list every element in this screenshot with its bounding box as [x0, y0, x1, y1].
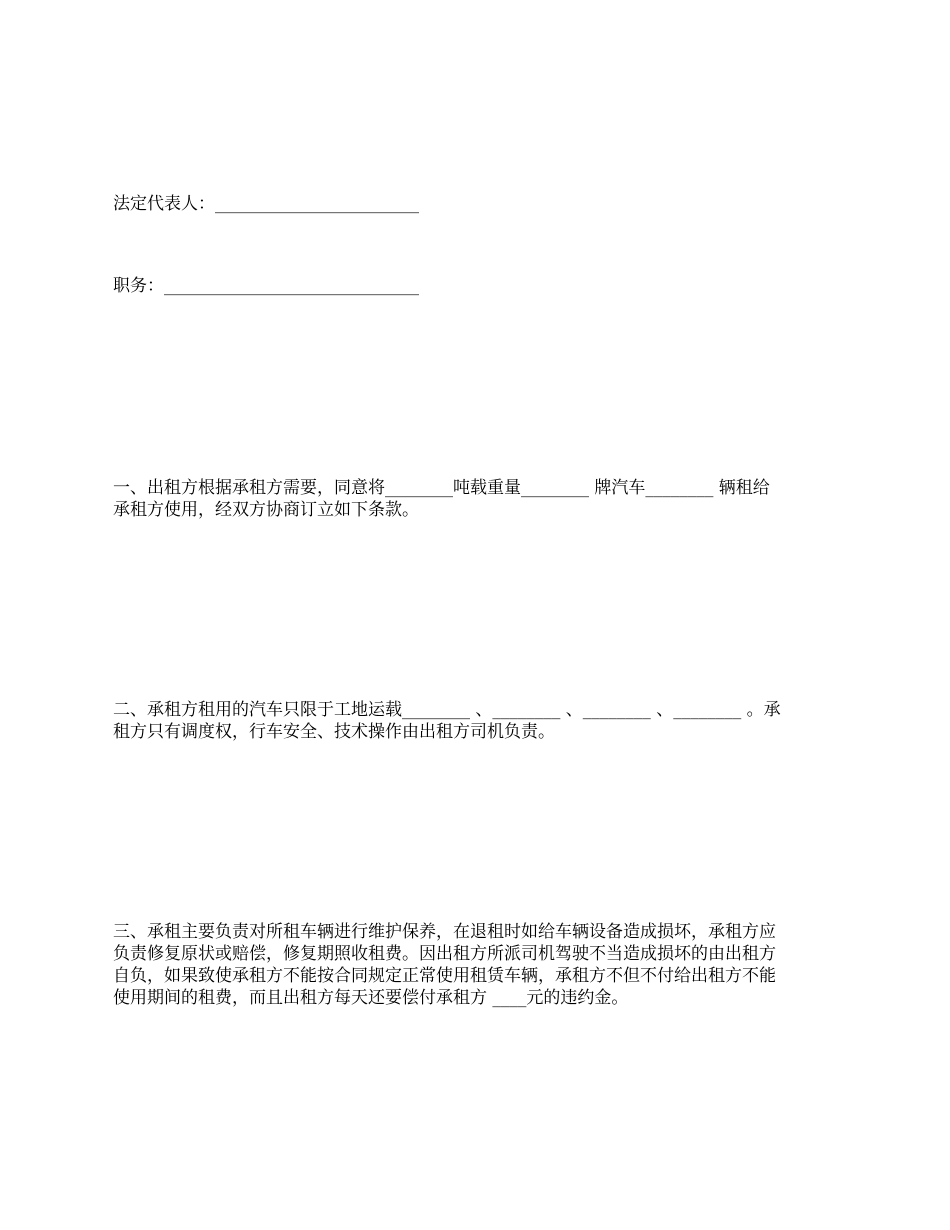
legal-representative-line — [113, 193, 419, 215]
clause-3-line-4: 使用期间的租费，而且出租方每天还要偿付承租方 ____元的违约金。 — [113, 988, 629, 1008]
clause-3-line-3: 自负，如果致使承租方不能按合同规定正常使用租赁车辆，承租方不但不付给出租方不能 — [113, 966, 776, 986]
clause-2 — [113, 699, 840, 743]
position-line — [113, 275, 419, 297]
clause-2-line-1: 二、承租方租用的汽车只限于工地运载________ 、________ 、________ 、________ 。承 — [113, 700, 781, 720]
position-label: 职务： — [113, 276, 164, 296]
clause-1 — [113, 477, 840, 521]
position-blank: ______________________________ — [164, 276, 419, 296]
clause-3-line-2: 负责修复原状或赔偿，修复期照收租费。因出租方所派司机驾驶不当造成损坏的由出租方 — [113, 944, 776, 964]
clause-1-line-2: 承租方使用，经双方协商订立如下条款。 — [113, 500, 419, 520]
clause-3 — [113, 921, 840, 1009]
clause-1-line-1: 一、出租方根据承租方需要，同意将________吨载重量________ 牌汽车________ 辆租给 — [113, 478, 770, 498]
clause-2-line-2: 租方只有调度权，行车安全、技术操作由出租方司机负责。 — [113, 722, 555, 742]
legal-representative-label: 法定代表人： — [113, 194, 215, 214]
clause-3-line-1: 三、承租主要负责对所租车辆进行维护保养，在退租时如给车辆设备造成损坏，承租方应 — [113, 922, 776, 942]
legal-representative-blank: ________________________ — [215, 194, 419, 214]
